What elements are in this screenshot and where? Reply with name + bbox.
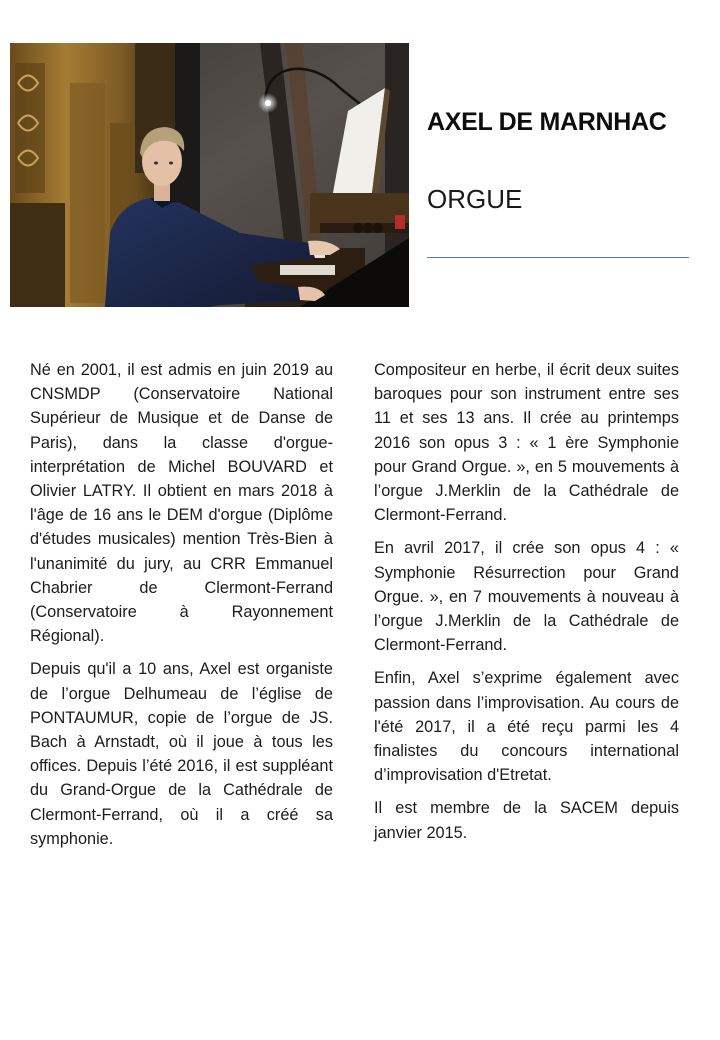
organist-photo-illustration — [10, 43, 409, 307]
organist-photo — [10, 43, 409, 307]
instrument-label: ORGUE — [427, 184, 523, 214]
bio-paragraph-composer: Compositeur en herbe, il écrit deux suites baroques pour son instrument entre ses 11 et ses 13 ans. Il crée au printemps 2016 son opus 3 : « 1 ère Symphonie pour Grand Orgue. », en 5 mouvements à l’orgue J.Merklin de la Cathédrale de Clermont-Ferrand. — [374, 361, 679, 525]
performer-name: AXEL DE MARNHAC — [427, 108, 667, 136]
bio-paragraph-sacem: Il est membre de la SACEM depuis janvier 2015. — [374, 799, 679, 842]
biography-right-column — [374, 358, 679, 854]
bio-paragraph-organist-positions: Depuis qu'il a 10 ans, Axel est organiste de l’orgue Delhumeau de l’église de PONTAUMUR, copie de l’orgue de JS. Bach à Arnstadt, où il joue à tous les offices. Depuis l’été 2016, il est suppléant du Grand-Orgue de la Cathédrale de Clermont-Ferrand, où il a créé sa symphonie. — [30, 660, 333, 848]
bio-paragraph-education: Né en 2001, il est admis en juin 2019 au CNSMDP (Conservatoire National Supérieur de Musique et de Danse de Paris), dans la classe d'orgue-interprétation de Michel BOUVARD et Olivier LATRY. Il obtient en mars 2018 à l'âge de 16 ans le DEM d'orgue (Diplôme d'études musicales) mention Très-Bien à l'unanimité du jury, au CRR Emmanuel Chabrier de Clermont-Ferrand (Conservatoire à Rayonnement Régional). — [30, 361, 333, 646]
header-divider — [427, 257, 689, 258]
bio-paragraph-improvisation: Enfin, Axel s’exprime également avec passion dans l’improvisation. Au cours de l'été 2017, il a été reçu parmi les 4 finalistes du concours international d’improvisation d'Etretat. — [374, 669, 679, 785]
biography-left-column — [30, 358, 333, 860]
bio-paragraph-opus-4: En avril 2017, il crée son opus 4 : « Symphonie Résurrection pour Grand Orgue. », en 7 mouvements à nouveau à l’orgue J.Merklin de la Cathédrale de Clermont-Ferrand. — [374, 539, 679, 655]
